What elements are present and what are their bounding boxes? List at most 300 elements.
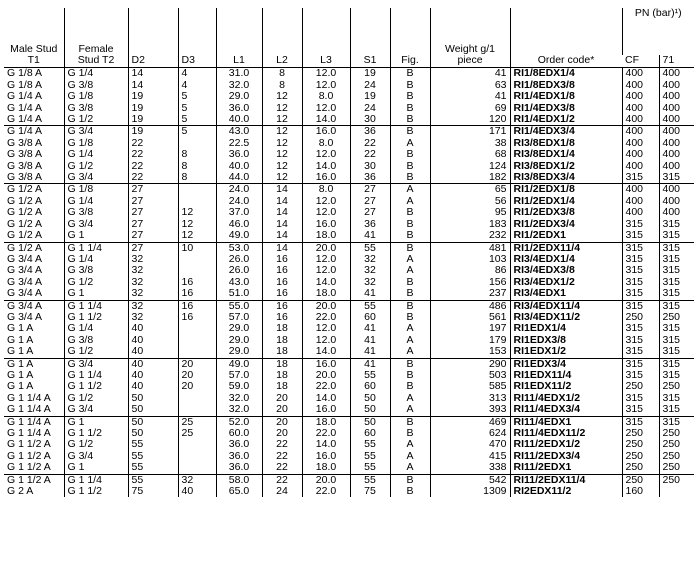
fig-cell: B (390, 428, 430, 439)
weight-cell: 38 (430, 138, 510, 149)
s1-cell: 50 (350, 393, 390, 404)
header-l2: L2 (262, 8, 302, 68)
header-s1: S1 (350, 8, 390, 68)
table-row (4, 428, 694, 439)
d3-cell: 5 (178, 91, 216, 102)
l3-cell: 18.0 (302, 416, 350, 428)
pn-71-cell: 400 (659, 161, 694, 172)
male-stud-cell: G 3/4 A (7, 252, 43, 265)
pn-71-cell (659, 486, 694, 497)
l2-cell: 12 (262, 172, 302, 184)
table-row (4, 80, 694, 91)
fig-cell: A (390, 138, 430, 149)
l2-cell: 22 (262, 474, 302, 486)
table-row (4, 381, 694, 392)
l1-cell: 32.0 (216, 80, 262, 91)
s1-cell: 55 (350, 439, 390, 450)
weight-cell: 237 (430, 288, 510, 300)
weight-cell: 65 (430, 184, 510, 196)
male-stud-cell: G 1 1/2 A (7, 473, 51, 486)
female-stud-cell: G 1/2 (64, 114, 128, 126)
header-male-stud: Male Stud T1 (4, 8, 64, 68)
header-fig: Fig. (390, 8, 430, 68)
l2-cell: 18 (262, 335, 302, 346)
s1-cell: 22 (350, 138, 390, 149)
d3-cell: 5 (178, 103, 216, 114)
pn-71-cell: 315 (659, 277, 694, 288)
l2-cell: 22 (262, 439, 302, 450)
table-row (4, 91, 694, 102)
table-row (4, 219, 694, 230)
d3-cell (178, 462, 216, 474)
female-stud-cell: G 1/4 (64, 68, 128, 80)
weight-cell: 120 (430, 114, 510, 126)
order-code-cell: RI1/8EDX1/4 (510, 68, 622, 80)
d2-cell: 19 (128, 114, 178, 126)
l2-cell: 18 (262, 381, 302, 392)
female-stud-cell: G 1 (64, 230, 128, 242)
order-code-cell: RI11/2EDX1 (510, 462, 622, 474)
weight-cell: 470 (430, 439, 510, 450)
table-row (4, 172, 694, 184)
order-code-cell: RI3/8EDX1/8 (510, 138, 622, 149)
l3-cell: 12.0 (302, 265, 350, 276)
fig-cell: A (390, 196, 430, 207)
d3-cell: 16 (178, 300, 216, 312)
pn-cf-cell: 315 (622, 393, 659, 404)
female-stud-cell: G 1/4 (64, 323, 128, 334)
pn-71-cell: 315 (659, 242, 694, 254)
l3-cell: 8.0 (302, 138, 350, 149)
pn-71-cell: 315 (659, 370, 694, 381)
l1-cell: 29.0 (216, 335, 262, 346)
male-stud-cell: G 1/2 A (7, 241, 43, 254)
fig-cell: B (390, 474, 430, 486)
d3-cell: 16 (178, 277, 216, 288)
l3-cell: 12.0 (302, 254, 350, 265)
weight-cell: 182 (430, 172, 510, 184)
table-row (4, 207, 694, 218)
header-weight: Weight g/1 piece (430, 8, 510, 68)
male-stud-cell: G 1 1/2 A (4, 462, 64, 474)
fig-cell: B (390, 312, 430, 323)
s1-cell: 24 (350, 103, 390, 114)
l2-cell: 14 (262, 219, 302, 230)
fig-cell: B (390, 207, 430, 218)
pn-71-cell: 315 (659, 323, 694, 334)
header-l1: L1 (216, 8, 262, 68)
l1-cell: 57.0 (216, 370, 262, 381)
pn-71-cell: 250 (659, 474, 694, 486)
weight-cell: 561 (430, 312, 510, 323)
pn-cf-cell: 315 (622, 230, 659, 242)
d2-cell: 14 (128, 80, 178, 91)
l3-cell: 16.0 (302, 219, 350, 230)
pn-cf-cell: 400 (622, 68, 659, 80)
female-stud-cell: G 1 1/2 (64, 428, 128, 439)
table-row (4, 416, 694, 428)
fig-cell: B (390, 486, 430, 497)
pn-cf-cell: 315 (622, 358, 659, 370)
l3-cell: 14.0 (302, 114, 350, 126)
fig-cell: A (390, 323, 430, 334)
l2-cell: 8 (262, 68, 302, 80)
male-stud-cell: G 1 1/2 A (7, 449, 51, 462)
female-stud-cell: G 1 1/2 (64, 312, 128, 323)
l1-cell: 46.0 (216, 219, 262, 230)
d2-cell: 32 (128, 265, 178, 276)
fig-cell: B (390, 219, 430, 230)
fig-cell: B (390, 161, 430, 172)
female-stud-cell: G 1/4 (64, 149, 128, 160)
fig-cell: B (390, 370, 430, 381)
order-code-cell: RI3/8EDX1/2 (510, 161, 622, 172)
male-stud-cell: G 1/4 A (7, 125, 43, 138)
l3-cell: 12.0 (302, 335, 350, 346)
pn-71-cell: 315 (659, 358, 694, 370)
female-stud-cell: G 1/4 (64, 196, 128, 207)
s1-cell: 36 (350, 219, 390, 230)
male-stud-cell: G 1/8 A (7, 67, 43, 80)
pn-71-cell: 315 (659, 219, 694, 230)
s1-cell: 19 (350, 91, 390, 102)
weight-cell: 153 (430, 346, 510, 358)
female-stud-cell: G 3/4 (64, 219, 128, 230)
d2-cell: 50 (128, 404, 178, 416)
fig-cell: A (390, 346, 430, 358)
pn-71-cell: 315 (659, 254, 694, 265)
l3-cell: 12.0 (302, 149, 350, 160)
female-stud-cell: G 1 1/4 (64, 370, 128, 381)
d3-cell: 20 (178, 381, 216, 392)
female-stud-cell: G 3/4 (64, 172, 128, 184)
fig-cell: B (390, 114, 430, 126)
pn-71-cell: 315 (659, 300, 694, 312)
l1-cell: 60.0 (216, 428, 262, 439)
l1-cell: 24.0 (216, 184, 262, 196)
s1-cell: 41 (350, 323, 390, 334)
male-stud-cell: G 3/8 A (7, 136, 43, 149)
fig-cell: B (390, 381, 430, 392)
male-stud-cell: G 1 1/4 A (4, 404, 64, 416)
female-stud-cell: G 1/2 (64, 346, 128, 358)
fig-cell: A (390, 451, 430, 462)
pn-cf-cell: 400 (622, 103, 659, 114)
l3-cell: 22.0 (302, 486, 350, 497)
d2-cell: 27 (128, 219, 178, 230)
l3-cell: 18.0 (302, 462, 350, 474)
weight-cell: 68 (430, 149, 510, 160)
d3-cell: 4 (178, 68, 216, 80)
fig-cell: A (390, 404, 430, 416)
d2-cell: 27 (128, 184, 178, 196)
s1-cell: 75 (350, 486, 390, 497)
male-stud-cell: G 3/4 A (4, 288, 64, 300)
pn-71-cell: 315 (659, 288, 694, 300)
pn-cf-cell: 315 (622, 300, 659, 312)
l2-cell: 14 (262, 184, 302, 196)
s1-cell: 55 (350, 474, 390, 486)
order-code-cell: RI1EDX1/4 (510, 323, 622, 334)
male-stud-cell: G 1 A (7, 357, 34, 370)
male-stud-cell: G 1/2 A (7, 194, 43, 207)
s1-cell: 55 (350, 300, 390, 312)
male-stud-cell: G 1 1/4 A (7, 391, 51, 404)
l3-cell: 12.0 (302, 196, 350, 207)
l2-cell: 16 (262, 288, 302, 300)
female-stud-cell: G 1 1/4 (64, 300, 128, 312)
weight-cell: 486 (430, 300, 510, 312)
fig-cell: B (390, 103, 430, 114)
male-stud-cell: G 3/8 A (7, 159, 43, 172)
l3-cell: 14.0 (302, 346, 350, 358)
order-code-cell: RI11/4EDX1 (510, 416, 622, 428)
order-code-cell: RI3/4EDX1 (510, 288, 622, 300)
table-row (4, 439, 694, 450)
s1-cell: 41 (350, 346, 390, 358)
pn-71-cell: 250 (659, 381, 694, 392)
order-code-cell: RI1/4EDX1/8 (510, 91, 622, 102)
fig-cell: A (390, 184, 430, 196)
l3-cell: 12.0 (302, 323, 350, 334)
order-code-cell: RI1/4EDX3/4 (510, 126, 622, 138)
l1-cell: 29.0 (216, 91, 262, 102)
weight-cell: 232 (430, 230, 510, 242)
weight-cell: 197 (430, 323, 510, 334)
l3-cell: 14.0 (302, 277, 350, 288)
pn-cf-cell: 400 (622, 207, 659, 218)
l3-cell: 12.0 (302, 80, 350, 91)
l2-cell: 20 (262, 393, 302, 404)
d2-cell: 40 (128, 381, 178, 392)
l1-cell: 29.0 (216, 323, 262, 334)
header-d2: D2 (128, 8, 178, 68)
d2-cell: 50 (128, 428, 178, 439)
female-stud-cell: G 1/2 (64, 277, 128, 288)
weight-cell: 63 (430, 80, 510, 91)
l2-cell: 12 (262, 138, 302, 149)
fitting-dimension-table (4, 8, 694, 497)
male-stud-cell: G 1/4 A (7, 90, 43, 103)
l3-cell: 16.0 (302, 358, 350, 370)
d3-cell (178, 254, 216, 265)
d3-cell: 32 (178, 474, 216, 486)
male-stud-cell: G 1/4 A (4, 114, 64, 126)
table-row (4, 312, 694, 323)
l1-cell: 43.0 (216, 126, 262, 138)
d2-cell: 22 (128, 161, 178, 172)
pn-71-cell: 400 (659, 138, 694, 149)
l3-cell: 12.0 (302, 207, 350, 218)
pn-71-cell: 315 (659, 172, 694, 184)
pn-71-cell: 250 (659, 451, 694, 462)
header-order-code: Order code* (510, 8, 622, 68)
weight-cell: 503 (430, 370, 510, 381)
order-code-cell: RI11/4EDX1/2 (510, 393, 622, 404)
male-stud-cell: G 1 A (7, 333, 34, 346)
female-stud-cell: G 3/4 (64, 126, 128, 138)
l3-cell: 16.0 (302, 404, 350, 416)
l2-cell: 24 (262, 486, 302, 497)
order-code-cell: RI3/8EDX3/4 (510, 172, 622, 184)
l3-cell: 20.0 (302, 474, 350, 486)
l1-cell: 32.0 (216, 404, 262, 416)
l2-cell: 8 (262, 80, 302, 91)
pn-cf-cell: 400 (622, 91, 659, 102)
pn-cf-cell: 400 (622, 149, 659, 160)
order-code-cell: RI1/8EDX3/8 (510, 80, 622, 91)
pn-cf-cell: 250 (622, 474, 659, 486)
table-row (4, 300, 694, 312)
l3-cell: 16.0 (302, 172, 350, 184)
order-code-cell: RI1/2EDX11/4 (510, 242, 622, 254)
male-stud-cell: G 1/2 A (7, 206, 43, 219)
pn-cf-cell: 400 (622, 196, 659, 207)
fig-cell: B (390, 288, 430, 300)
pn-71-cell: 315 (659, 416, 694, 428)
d3-cell (178, 265, 216, 276)
d2-cell: 32 (128, 300, 178, 312)
s1-cell: 32 (350, 254, 390, 265)
s1-cell: 27 (350, 196, 390, 207)
table-row (4, 486, 694, 497)
l2-cell: 12 (262, 114, 302, 126)
d2-cell: 40 (128, 358, 178, 370)
l1-cell: 49.0 (216, 358, 262, 370)
l2-cell: 12 (262, 161, 302, 172)
order-code-cell: RI1/2EDX1/8 (510, 184, 622, 196)
s1-cell: 32 (350, 277, 390, 288)
header-l3: L3 (302, 8, 350, 68)
pn-71-cell: 315 (659, 335, 694, 346)
order-code-cell: RI11/2EDX3/4 (510, 451, 622, 462)
pn-cf-cell: 315 (622, 346, 659, 358)
male-stud-cell: G 1/4 A (7, 101, 43, 114)
table-row (4, 288, 694, 300)
male-stud-cell: G 1 1/4 A (7, 427, 51, 439)
l2-cell: 16 (262, 265, 302, 276)
fig-cell: B (390, 300, 430, 312)
s1-cell: 36 (350, 126, 390, 138)
table-row (4, 462, 694, 474)
d3-cell: 10 (178, 242, 216, 254)
pn-71-cell: 315 (659, 230, 694, 242)
male-stud-cell: G 3/8 A (7, 148, 43, 161)
pn-71-cell: 400 (659, 207, 694, 218)
order-code-cell: RI11/4EDX3/4 (510, 404, 622, 416)
fig-cell: B (390, 126, 430, 138)
l2-cell: 14 (262, 196, 302, 207)
l1-cell: 26.0 (216, 265, 262, 276)
l1-cell: 36.0 (216, 149, 262, 160)
pn-cf-cell: 315 (622, 219, 659, 230)
l2-cell: 16 (262, 277, 302, 288)
male-stud-cell: G 3/4 A (7, 310, 43, 323)
weight-cell: 393 (430, 404, 510, 416)
d3-cell (178, 393, 216, 404)
l1-cell: 24.0 (216, 196, 262, 207)
l1-cell: 43.0 (216, 277, 262, 288)
order-code-cell: RI1EDX3/8 (510, 335, 622, 346)
d2-cell: 55 (128, 439, 178, 450)
female-stud-cell: G 1 1/2 (64, 381, 128, 392)
female-stud-cell: G 1 1/2 (64, 486, 128, 497)
s1-cell: 41 (350, 335, 390, 346)
pn-71-cell: 315 (659, 346, 694, 358)
pn-cf-cell: 400 (622, 184, 659, 196)
weight-cell: 95 (430, 207, 510, 218)
table-row (4, 68, 694, 80)
pn-cf-cell: 315 (622, 254, 659, 265)
fig-cell: A (390, 265, 430, 276)
weight-cell: 103 (430, 254, 510, 265)
male-stud-cell: G 1/2 A (7, 183, 43, 196)
l2-cell: 16 (262, 254, 302, 265)
d2-cell: 32 (128, 254, 178, 265)
female-stud-cell: G 3/8 (64, 103, 128, 114)
l3-cell: 14.0 (302, 393, 350, 404)
s1-cell: 55 (350, 370, 390, 381)
order-code-cell: RI1/2EDX1 (510, 230, 622, 242)
l3-cell: 12.0 (302, 103, 350, 114)
pn-71-cell: 315 (659, 393, 694, 404)
male-stud-cell: G 1 1/4 A (7, 415, 51, 428)
l1-cell: 37.0 (216, 207, 262, 218)
weight-cell: 156 (430, 277, 510, 288)
order-code-cell: RI1EDX3/4 (510, 358, 622, 370)
d2-cell: 27 (128, 207, 178, 218)
l3-cell: 20.0 (302, 242, 350, 254)
male-stud-cell: G 3/4 A (7, 275, 43, 288)
weight-cell: 56 (430, 196, 510, 207)
l1-cell: 29.0 (216, 346, 262, 358)
table-row (4, 184, 694, 196)
l1-cell: 40.0 (216, 161, 262, 172)
s1-cell: 27 (350, 184, 390, 196)
l2-cell: 20 (262, 416, 302, 428)
order-code-cell: RI11/2EDX1/2 (510, 439, 622, 450)
l1-cell: 40.0 (216, 114, 262, 126)
female-stud-cell: G 3/4 (64, 404, 128, 416)
l1-cell: 26.0 (216, 254, 262, 265)
fig-cell: B (390, 91, 430, 102)
l2-cell: 18 (262, 323, 302, 334)
order-code-cell: RI3/4EDX3/8 (510, 265, 622, 276)
l3-cell: 18.0 (302, 288, 350, 300)
weight-cell: 585 (430, 381, 510, 392)
d2-cell: 32 (128, 288, 178, 300)
female-stud-cell: G 3/8 (64, 207, 128, 218)
pn-cf-cell: 250 (622, 439, 659, 450)
pn-cf-cell: 315 (622, 370, 659, 381)
s1-cell: 60 (350, 312, 390, 323)
l3-cell: 12.0 (302, 68, 350, 80)
pn-71-cell: 400 (659, 114, 694, 126)
order-code-cell: RI1/4EDX3/8 (510, 103, 622, 114)
l1-cell: 65.0 (216, 486, 262, 497)
table-row (4, 358, 694, 370)
pn-cf-cell: 315 (622, 288, 659, 300)
pn-71-cell: 315 (659, 265, 694, 276)
fig-cell: B (390, 68, 430, 80)
d3-cell (178, 439, 216, 450)
d2-cell: 19 (128, 126, 178, 138)
order-code-cell: RI1EDX11/4 (510, 370, 622, 381)
female-stud-cell: G 1/2 (64, 393, 128, 404)
d2-cell: 40 (128, 370, 178, 381)
pn-71-cell: 250 (659, 439, 694, 450)
l3-cell: 22.0 (302, 381, 350, 392)
